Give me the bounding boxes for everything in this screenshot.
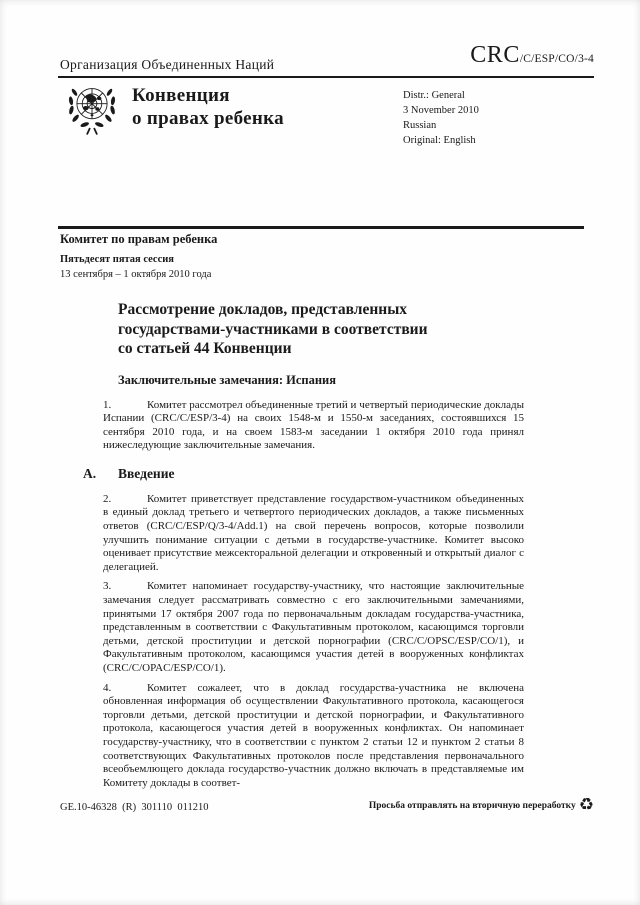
- concluding-observations-subtitle: Заключительные замечания: Испания: [118, 372, 337, 387]
- paragraph-2-number: 2.: [103, 492, 112, 505]
- paragraph-1-text: Комитет рассмотрел объединенные третий и четвертый периодические доклады Испании (CRC/C/ESP/3-4) на своих 1548-м и 1550-м заседаниях, состоявшихся 15 сентября 2010 года, и на своем 1583-м заседании 1 октября 2010 года принял нижеследующие заключительные замечания.: [103, 398, 524, 452]
- masthead-divider-rule: [58, 226, 584, 229]
- convention-title-line2: о правах ребенка: [132, 108, 284, 129]
- paragraph-3: [103, 580, 524, 675]
- recycle-note: [369, 797, 594, 814]
- paragraph-4-text: Комитет сожалеет, что в доклад государства-участника не включена обновленная информация об осуществлении Факультативного протокола, касающегося торговли детьми, детской проституции и детской порнографии, и Факультативного протокола, касающегося участия детей в вооруженных конфликтах. Он напоминает государству-участнику, что в соответствии с пунктом 2 статьи 12 и пунктом 2 статьи 8 соответствующих Факультативных протоколов после представления первоначального всеобъемлющего доклада государство-участник должно включать в представляемые им Комитету доклады в соответ-: [103, 681, 524, 789]
- convention-title: [132, 84, 284, 130]
- committee-name: Комитет по правам ребенка: [60, 232, 218, 246]
- paragraph-1: [103, 399, 524, 453]
- recycle-icon: ♻: [578, 795, 594, 815]
- convention-title-line1: Конвенция: [132, 85, 230, 106]
- report-title: [118, 300, 524, 359]
- paragraph-1-number: 1.: [103, 398, 112, 411]
- session-block: [60, 231, 217, 282]
- distribution-block: [403, 88, 479, 148]
- recycle-note-text: Просьба отправлять на вторичную переработку: [368, 800, 576, 811]
- header-rule: [58, 76, 594, 78]
- report-title-line1: Рассмотрение докладов, представленных: [118, 301, 408, 318]
- paragraph-2-text: Комитет приветствует представление государством-участником объединенных в единый доклад третьего и четвертого периодических докладов, а также письменных ответов (CRC/C/ESP/Q/3-4/Add.1) на свой перечень вопросов, которые позволили улучшить понимание ситуации с детьми в государстве-участнике. Комитет высоко оценивает присутствие межсекторальной делегации и откровенный и открытый диалог с делегацией.: [103, 492, 524, 573]
- section-a-title: Введение: [118, 465, 175, 481]
- paragraph-3-text: Комитет напоминает государству-участнику, что настоящие заключительные замечания следует рассматривать совместно с его заключительными замечаниями, принятыми 17 октября 2007 года по первоначальным докладам государства-участника, представленным в соответствии с Факультативным протоколом, касающимся торговли детьми, детской проституции и детской порнографии (CRC/C/OPSC/ESP/CO/1), и Факультативным протоколом, касающимся участия детей в вооруженных конфликтах (CRC/C/OPAC/ESP/CO/1).: [103, 580, 524, 674]
- report-title-line2: государствами-участниками в соответствии: [118, 320, 428, 338]
- document-symbol-main: CRC: [470, 42, 520, 68]
- distr-line: Distr.: General: [403, 90, 465, 101]
- document-body: [83, 300, 524, 790]
- org-name: Организация Объединенных Наций: [60, 57, 275, 72]
- paragraph-4-number: 4.: [103, 681, 112, 694]
- section-a-heading: [83, 465, 524, 482]
- date-line: 3 November 2010: [403, 105, 479, 116]
- document-symbol: [470, 42, 594, 69]
- session-dates: 13 сентября – 1 октября 2010 года: [60, 269, 212, 280]
- paragraph-4: [103, 682, 524, 791]
- section-a-letter: A.: [83, 465, 97, 481]
- language-line: Russian: [403, 120, 437, 131]
- original-language-line: Original: English: [403, 135, 476, 146]
- paragraph-3-number: 3.: [103, 580, 112, 593]
- document-symbol-suffix: /C/ESP/CO/3-4: [519, 53, 594, 65]
- footer-reference: GE.10-46328 (R) 301110 011210: [60, 802, 209, 813]
- report-title-line3: со статьей 44 Конвенции: [118, 340, 292, 357]
- un-emblem-icon: [60, 78, 124, 140]
- paragraph-2: [103, 493, 524, 575]
- session-number: Пятьдесят пятая сессия: [60, 254, 174, 265]
